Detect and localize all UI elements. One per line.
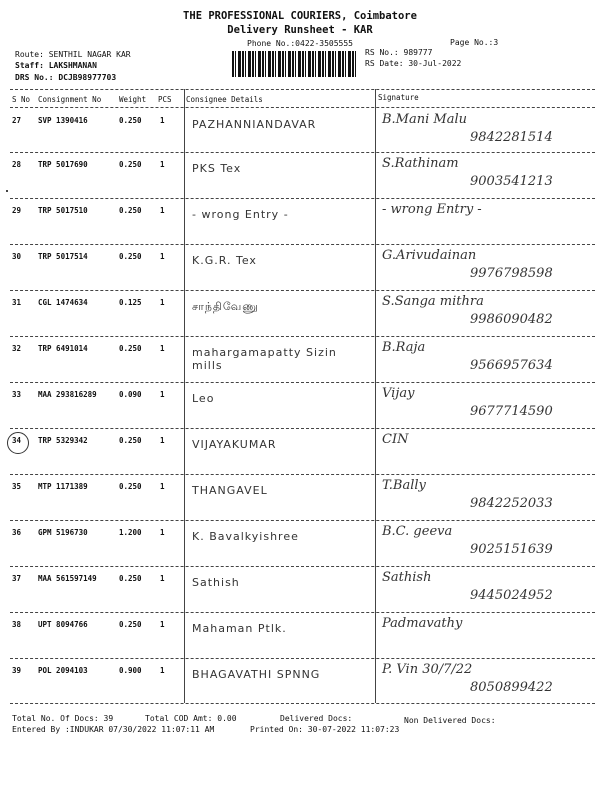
row-signature: CIN xyxy=(382,432,409,447)
row-phone-handwritten: 9986090482 xyxy=(470,312,553,327)
row-weight: 0.250 xyxy=(119,344,142,353)
row-divider xyxy=(10,198,595,199)
row-pcs: 1 xyxy=(160,574,165,583)
company-name: THE PROFESSIONAL COURIERS, Coimbatore xyxy=(183,10,417,22)
row-weight: 0.250 xyxy=(119,160,142,169)
row-weight: 0.250 xyxy=(119,252,142,261)
row-signature: T.Bally xyxy=(382,478,426,493)
row-signature: - wrong Entry - xyxy=(382,202,482,217)
drs-number: DRS No.: DCJB98977703 xyxy=(15,73,117,82)
row-divider xyxy=(10,244,595,245)
row-pcs: 1 xyxy=(160,390,165,399)
row-consignee-handwritten: Sathish xyxy=(192,576,240,589)
row-consignee-handwritten: K. Bavalkyishree xyxy=(192,530,299,543)
row-consignee-handwritten: THANGAVEL xyxy=(192,484,268,497)
row-divider xyxy=(10,152,595,153)
total-cod: Total COD Amt: 0.00 xyxy=(145,714,237,723)
row-weight: 0.090 xyxy=(119,390,142,399)
rs-number: RS No.: 989777 xyxy=(365,48,433,57)
row-signature: B.Raja xyxy=(382,340,426,355)
row-sno: 38 xyxy=(12,620,22,629)
row-divider xyxy=(10,566,595,567)
header-rule xyxy=(10,107,595,108)
row-divider xyxy=(10,290,595,291)
row-pcs: 1 xyxy=(160,298,165,307)
row-consignee-handwritten: - wrong Entry - xyxy=(192,208,289,221)
col-header-pcs: PCS xyxy=(158,95,172,104)
row-consignee-handwritten: VIJAYAKUMAR xyxy=(192,438,277,451)
printed-on: Printed On: 30-07-2022 11:07:23 xyxy=(250,725,400,734)
row-consignment: MAA 561597149 xyxy=(38,574,97,583)
row-pcs: 1 xyxy=(160,160,165,169)
row-weight: 0.250 xyxy=(119,436,142,445)
row-weight: 1.200 xyxy=(119,528,142,537)
page-number: Page No.:3 xyxy=(450,38,499,47)
row-phone-handwritten: 9842281514 xyxy=(470,130,553,145)
phone-number: Phone No.:0422-3505555 xyxy=(247,39,353,48)
row-divider xyxy=(10,612,595,613)
row-weight: 0.900 xyxy=(119,666,142,675)
row-consignment: MAA 293816289 xyxy=(38,390,97,399)
row-divider xyxy=(10,474,595,475)
row-pcs: 1 xyxy=(160,666,165,675)
row-sno: 36 xyxy=(12,528,22,537)
row-divider xyxy=(10,658,595,659)
row-pcs: 1 xyxy=(160,252,165,261)
row-sno: 37 xyxy=(12,574,22,583)
row-consignee-handwritten: PKS Tex xyxy=(192,162,242,175)
row-pcs: 1 xyxy=(160,344,165,353)
row-consignee-handwritten: PAZHANNIANDAVAR xyxy=(192,118,317,131)
table-top-rule xyxy=(10,89,595,90)
delivered-docs: Delivered Docs: xyxy=(280,714,353,723)
row-divider xyxy=(10,382,595,383)
row-consignee-handwritten: Leo xyxy=(192,392,215,405)
row-phone-handwritten: 9003541213 xyxy=(470,174,553,189)
row-weight: 0.250 xyxy=(119,116,142,125)
row-pcs: 1 xyxy=(160,620,165,629)
row-signature: G.Arivudainan xyxy=(382,248,477,263)
col-header-consignment: Consignment No xyxy=(38,95,102,104)
row-signature: B.Mani Malu xyxy=(382,112,468,127)
row-consignee-handwritten: K.G.R. Tex xyxy=(192,254,257,267)
col-header-signature: Signature xyxy=(378,93,419,102)
row-phone-handwritten: 9025151639 xyxy=(470,542,553,557)
row-signature: Padmavathy xyxy=(382,616,463,631)
row-consignment: TRP 6491014 xyxy=(38,344,88,353)
non-delivered-docs: Non Delivered Docs: xyxy=(404,716,496,725)
row-pcs: 1 xyxy=(160,528,165,537)
row-sno: 32 xyxy=(12,344,22,353)
column-divider xyxy=(375,89,376,703)
row-weight: 0.125 xyxy=(119,298,142,307)
row-sno: 28 xyxy=(12,160,22,169)
total-docs: Total No. Of Docs: 39 xyxy=(12,714,114,723)
staff: Staff: LAKSHMANAN xyxy=(15,61,97,70)
stray-mark xyxy=(6,190,8,192)
barcode xyxy=(232,51,358,77)
row-consignee-handwritten: BHAGAVATHI SPNNG xyxy=(192,668,321,681)
row-consignee-handwritten: mahargamapatty Sizin mills xyxy=(192,346,337,372)
row-pcs: 1 xyxy=(160,116,165,125)
handwritten-circle-mark xyxy=(7,432,29,454)
row-phone-handwritten: 9445024952 xyxy=(470,588,553,603)
route: Route: SENTHIL NAGAR KAR xyxy=(15,50,131,59)
row-signature: P. Vin 30/7/22 xyxy=(382,662,473,677)
row-weight: 0.250 xyxy=(119,620,142,629)
row-phone-handwritten: 8050899422 xyxy=(470,680,553,695)
col-header-consignee: Consignee Details xyxy=(186,95,263,104)
col-header-sno: S No xyxy=(12,95,31,104)
row-sno: 39 xyxy=(12,666,22,675)
row-sno: 30 xyxy=(12,252,22,261)
row-sno: 31 xyxy=(12,298,22,307)
row-consignee-handwritten: Mahaman Ptlk. xyxy=(192,622,287,635)
row-weight: 0.250 xyxy=(119,574,142,583)
row-phone-handwritten: 9566957634 xyxy=(470,358,553,373)
row-signature: S.Sanga mithra xyxy=(382,294,484,309)
row-sno: 29 xyxy=(12,206,22,215)
row-consignment: TRP 5017510 xyxy=(38,206,88,215)
row-pcs: 1 xyxy=(160,436,165,445)
row-signature: B.C. geeva xyxy=(382,524,453,539)
row-phone-handwritten: 9677714590 xyxy=(470,404,553,419)
row-consignment: TRP 5017514 xyxy=(38,252,88,261)
row-consignment: GPM 5196730 xyxy=(38,528,88,537)
row-weight: 0.250 xyxy=(119,482,142,491)
row-consignment: UPT 8094766 xyxy=(38,620,88,629)
row-divider xyxy=(10,520,595,521)
row-pcs: 1 xyxy=(160,482,165,491)
row-phone-handwritten: 9842252033 xyxy=(470,496,553,511)
rs-date: RS Date: 30-Jul-2022 xyxy=(365,59,462,68)
row-sno: 34 xyxy=(12,436,22,445)
column-divider xyxy=(184,89,185,703)
entered-by: Entered By :INDUKAR 07/30/2022 11:07:11 AM xyxy=(12,725,215,734)
row-consignment: MTP 1171389 xyxy=(38,482,88,491)
row-phone-handwritten: 9976798598 xyxy=(470,266,553,281)
row-pcs: 1 xyxy=(160,206,165,215)
row-sno: 35 xyxy=(12,482,22,491)
row-consignee-handwritten: சாந்திவேணு xyxy=(192,300,259,313)
row-consignment: TRP 5017690 xyxy=(38,160,88,169)
row-consignment: SVP 1390416 xyxy=(38,116,88,125)
document-title: Delivery Runsheet - KAR xyxy=(227,24,373,36)
row-divider xyxy=(10,428,595,429)
row-signature: Vijay xyxy=(382,386,415,401)
row-consignment: POL 2094103 xyxy=(38,666,88,675)
row-signature: Sathish xyxy=(382,570,432,585)
row-weight: 0.250 xyxy=(119,206,142,215)
table-bottom-rule xyxy=(10,703,595,704)
row-consignment: TRP 5329342 xyxy=(38,436,88,445)
col-header-weight: Weight xyxy=(119,95,147,104)
row-sno: 33 xyxy=(12,390,22,399)
row-signature: S.Rathinam xyxy=(382,156,459,171)
row-consignment: CGL 1474634 xyxy=(38,298,88,307)
row-divider xyxy=(10,336,595,337)
row-sno: 27 xyxy=(12,116,22,125)
